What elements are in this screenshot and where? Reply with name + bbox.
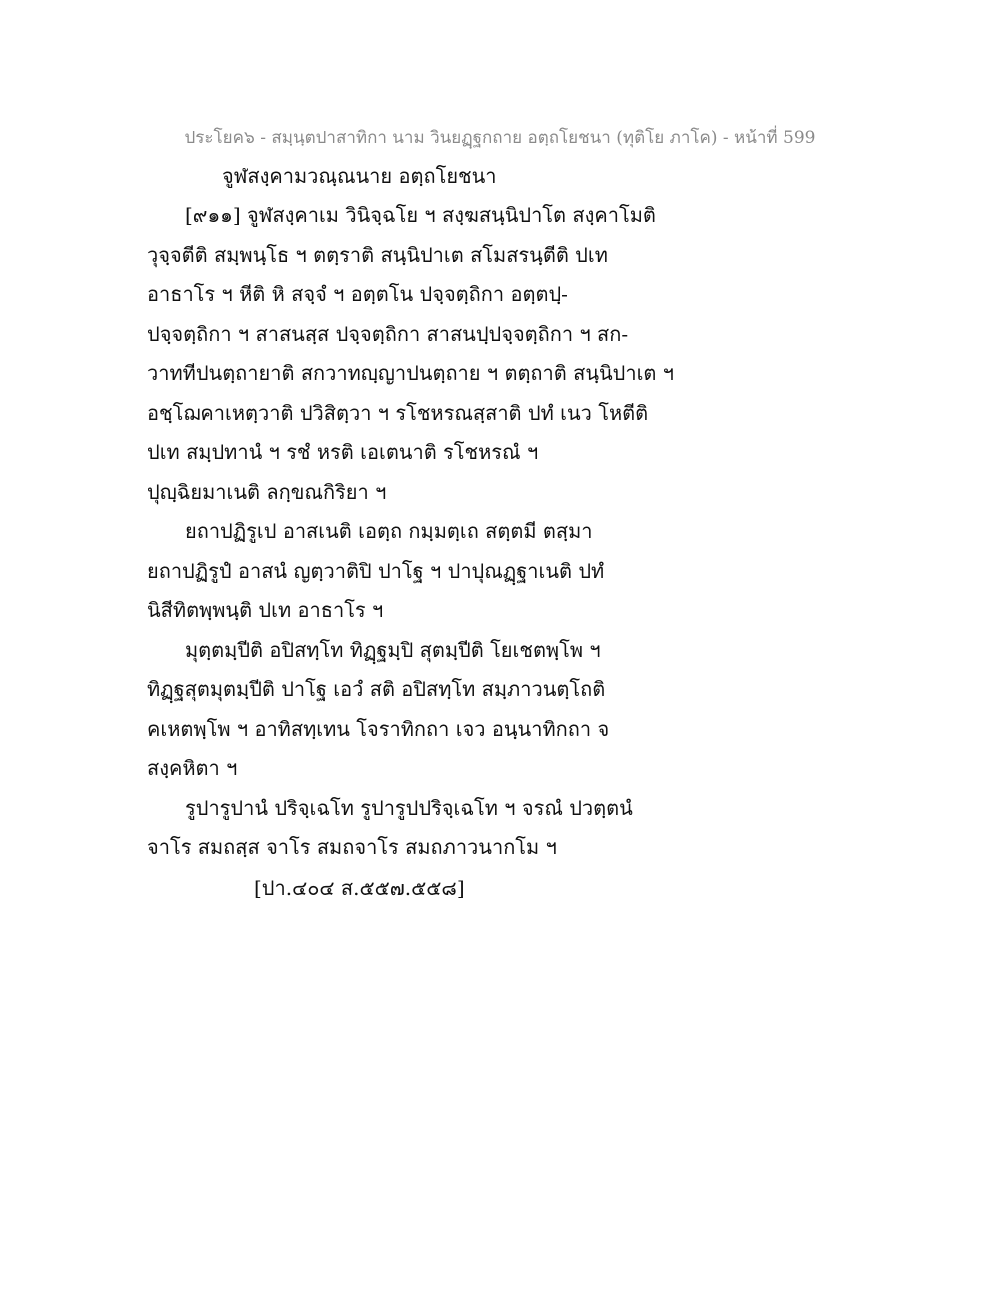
paragraph-4-line-1: รูปารูปานํ ปริจฺเฉโท รูปารูปปริจฺเฉโท ฯ จรณํ ปวตฺตนํ — [185, 795, 633, 820]
paragraph-3-line-3: คเหตพฺโพ ฯ อาทิสทฺเทน โจราทิกถา เจว อนฺนาทิกถา จ — [147, 716, 610, 741]
body-text — [147, 196, 675, 868]
paragraph-1-line-6: อชฺโฌคาเหตฺวาติ ปวิสิตฺวา ฯ รโชหรณสฺสาติ ปทํ เนว โหตีติ — [147, 400, 649, 425]
paragraph-1-line-3: อาธาโร ฯ หีติ หิ สจฺจํ ฯ อตฺตโน ปจฺจตฺถิกา อตฺตปฺ- — [147, 282, 568, 306]
section-title: จูฬสงฺคามวณฺณนาย อตฺถโยชนา — [222, 164, 497, 188]
running-header: ประโยค๖ - สมฺนฺตปาสาทิกา นาม วินยฏฺฐกถาย อตฺถโยชนา (ทุติโย ภาโค) - หน้าที่ 599 — [184, 128, 816, 148]
paragraph-1-line-8: ปุญฺฉิยมาเนติ ลกฺขณกิริยา ฯ — [147, 479, 387, 504]
paragraph-1-line-1: [๙๑๑] จูฬสงฺคาเม วินิจฺฉโย ฯ สงฺฆสนฺนิปาโต สงฺคาโมติ — [185, 203, 656, 227]
paragraph-1-line-4: ปจฺจตฺถิกา ฯ สาสนสฺส ปจฺจตฺถิกา สาสนปฺปจฺจตฺถิกา ฯ สก- — [147, 321, 629, 346]
page-reference: [ปา.๔๐๔ ส.๕๕๗.๕๕๘] — [254, 876, 465, 900]
paragraph-3-line-1: มุตฺตมฺปีติ อปิสทฺโท ทิฏฺฐมฺปิ สุตมฺปีติ โยเชตพฺโพ ฯ — [185, 637, 601, 662]
paragraph-1-line-7: ปเท สมฺปทานํ ฯ รชํ หรติ เอเตนาติ รโชหรณํ ฯ — [147, 440, 539, 464]
paragraph-1-line-5: วาททีปนตฺถายาติ สกวาทญฺญาปนตฺถาย ฯ ตตฺถาติ สนฺนิปาเต ฯ — [147, 361, 675, 385]
paragraph-3-line-4: สงฺคหิตา ฯ — [147, 756, 238, 780]
paragraph-2-line-2: ยถาปฏิรูปํ อาสนํ ญตฺวาติปิ ปาโฐ ฯ ปาปุณฏฺฐาเนติ ปทํ — [147, 558, 605, 583]
paragraph-2-line-1: ยถาปฏิรูเป อาสเนติ เอตฺถ กมฺมตฺเถ สตฺตมี ตสฺมา — [185, 519, 593, 543]
paragraph-1-line-2: วุจฺจตีติ สมฺพนฺโธ ฯ ตตฺราติ สนฺนิปาเต สโมสรนฺตีติ ปเท — [147, 242, 608, 267]
paragraph-2-line-3: นิสีทิตพฺพนฺติ ปเท อาธาโร ฯ — [147, 598, 384, 622]
paragraph-4-line-2: จาโร สมถสฺส จาโร สมถจาโร สมถภาวนากโม ฯ — [147, 835, 557, 859]
paragraph-3-line-2: ทิฏฺฐสุตมุตมฺปีติ ปาโฐ เอวํ สติ อปิสทฺโท สมฺภาวนตฺโถติ — [147, 677, 606, 701]
